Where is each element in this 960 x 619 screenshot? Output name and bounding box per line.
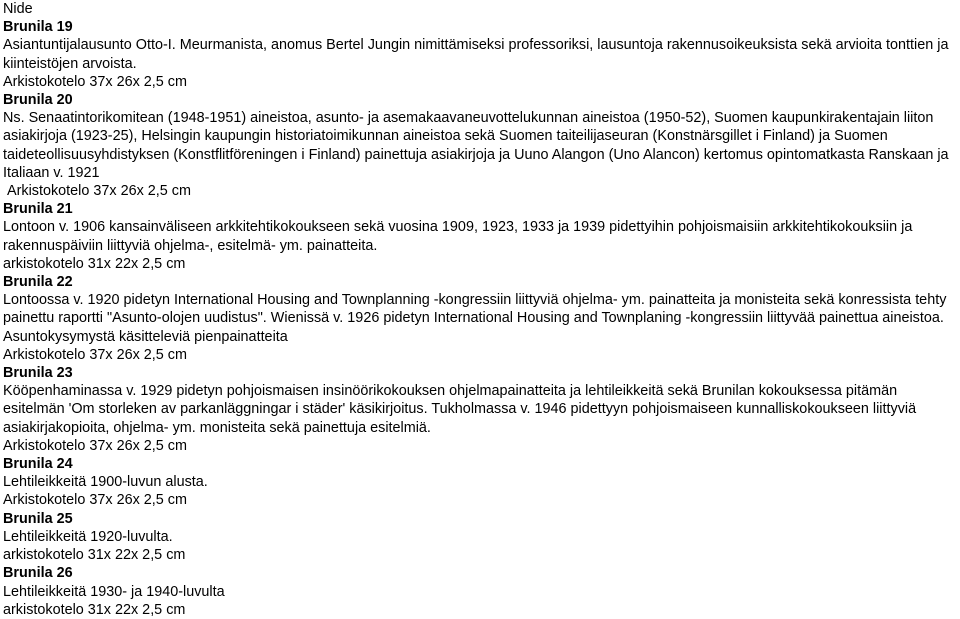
entry-archive-box: arkistokotelo 31x 22x 2,5 cm (3, 255, 186, 272)
entry-brunila-22 (3, 273, 958, 364)
entry-title: Brunila 24 (3, 456, 73, 473)
entry-brunila-19 (3, 18, 958, 91)
entry-title: Brunila 19 (3, 19, 73, 36)
entry-brunila-21 (3, 200, 958, 273)
entry-description: Lehtileikkeitä 1930- ja 1940-luvulta (3, 583, 225, 600)
entry-description: Lontoon v. 1906 kansainväliseen arkkitehtikokoukseen sekä vuosina 1909, 1923, 1933 ja 1939 pidettyihin pohjoismaisiin arkkitehtikokouksiin ja rakennuspäiviin liittyviä ohjelma-, esitelmä- ym. painatteita. (3, 219, 913, 254)
entry-description: Ns. Senaatintorikomitean (1948-1951) aineistoa, asunto- ja asemakaavaneuvottelukunnan aineistoa (1950-52), Suomen kaupunkirakentajain liiton asiakirjoja (1923-25), Helsingin kaupungin historiatoimikunnan aineistoa sekä Suomen taiteilijaseuran (Konstnärsgillet i Finland) ja Suomen taideteollisuusyhdistyksen (Konstflitföreningen i Finland) painettuja asiakirjoja ja Uuno Alangon (Uno Alancon) kertomus opintomatkasta Ranskaan ja Italiaan v. 1921 (3, 110, 949, 181)
entry-archive-box: Arkistokotelo 37x 26x 2,5 cm (3, 346, 187, 363)
page-header: Nide (3, 1, 33, 17)
entry-brunila-24 (3, 455, 958, 510)
entry-description: Asiantuntijalausunto Otto-I. Meurmanista, anomus Bertel Jungin nimittämiseksi professoriksi, lausuntoja rakennusoikeuksista sekä arvioita tonttien ja kiinteistöjen arvoista. (3, 37, 949, 72)
entry-description-extra: Asuntokysymystä käsitteleviä pienpainatteita (3, 328, 288, 345)
entry-archive-box: Arkistokotelo 37x 26x 2,5 cm (3, 492, 187, 509)
entry-description: Lehtileikkeitä 1900-luvun alusta. (3, 474, 208, 491)
entry-brunila-23 (3, 364, 958, 455)
entry-archive-box: Arkistokotelo 37x 26x 2,5 cm (3, 437, 187, 454)
entry-title: Brunila 21 (3, 201, 73, 218)
entry-brunila-25 (3, 510, 958, 565)
entry-description: Lehtileikkeitä 1920-luvulta. (3, 528, 173, 545)
entry-archive-box: Arkistokotelo 37x 26x 2,5 cm (3, 73, 187, 90)
entry-title: Brunila 26 (3, 565, 73, 582)
entry-title: Brunila 25 (3, 510, 73, 527)
entry-title: Brunila 23 (3, 365, 73, 382)
entry-archive-box: arkistokotelo 31x 22x 2,5 cm (3, 547, 186, 564)
entry-archive-box: Arkistokotelo 37x 26x 2,5 cm (7, 183, 191, 200)
entry-description: Kööpenhaminassa v. 1929 pidetyn pohjoismaisen insinöörikokouksen ohjelmapainatteita ja lehtileikkeitä sekä Brunilan kokouksessa pitämän esitelmän 'Om storleken av parkanläggningar i städer' käsikirjoitus. Tukholmassa v. 1946 pidettyyn pohjoismaiseen kunnalliskokoukseen liittyviä asiakirjakopioita, ohjelma- ym. monisteita sekä painettuja esitelmiä. (3, 383, 917, 436)
entry-brunila-20 (3, 91, 958, 200)
entry-title: Brunila 22 (3, 274, 73, 291)
entry-title: Brunila 20 (3, 92, 73, 109)
entry-brunila-26 (3, 564, 958, 619)
entry-archive-box: arkistokotelo 31x 22x 2,5 cm (3, 601, 186, 618)
entry-description: Lontoossa v. 1920 pidetyn International Housing and Townplanning -kongressiin liittyviä ohjelma- ym. painatteita ja monisteita sekä konressista tehty painettu raportti "Asunto-olojen uudistus". Wienissä v. 1926 pidetyn International Housing and Townplaning -kongressiin liittyvää painettua aineistoa. (3, 292, 947, 327)
